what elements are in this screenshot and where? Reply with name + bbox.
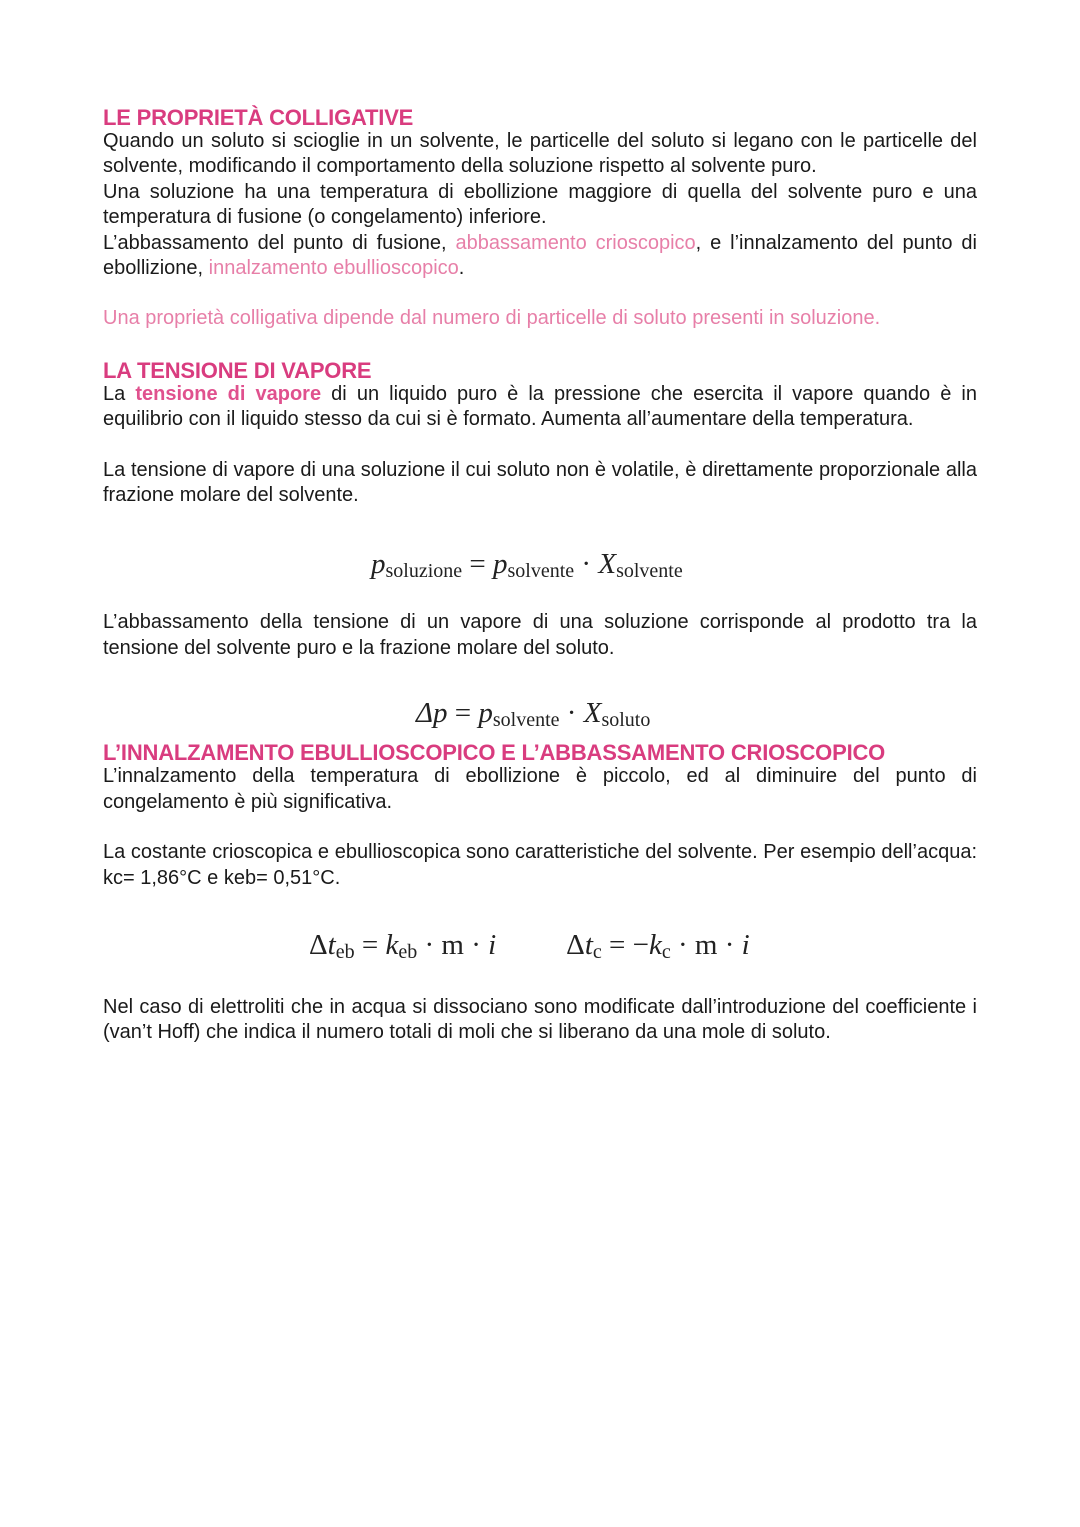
highlight-note: Una proprietà colligativa dipende dal numero di particelle di soluto presenti in soluzione. (103, 307, 881, 330)
paragraph-intro: Quando un soluto si scioglie in un solvente, le particelle del soluto si legano con le particelle del solvente, modificando il comportamento della soluzione rispetto al solvente puro. (103, 130, 977, 178)
term-tensione-di-vapore: tensione di vapore (135, 382, 322, 405)
section-title-colligative: LE PROPRIETÀ COLLIGATIVE (103, 105, 414, 130)
paragraph-constants: La costante crioscopica e ebullioscopica sono caratteristiche del solvente. Per esempio dell’acqua: kc= 1,86°C e keb= 0,51°C. (103, 841, 977, 889)
term-abbassamento-crioscopico: abbassamento crioscopico (455, 231, 696, 254)
formula-delta-t (103, 929, 977, 995)
paragraph-boiling-freezing: Una soluzione ha una temperatura di ebollizione maggiore di quella del solvente puro e una temperatura di fusione (o congelamento) inferiore. (103, 180, 977, 229)
formula-delta-t-c: $\Delta t_c = -k_c \cdot m \cdot i$ (566, 928, 750, 963)
formula-vapor-pressure: $p_{soluzione} = p_{solvente} \cdot X_{solvente}$ (371, 548, 683, 583)
paragraph-vapor-solution: La tensione di vapore di una soluzione il cui soluto non è volatile, è direttamente proporzionale alla frazione molare del solvente. (103, 458, 977, 507)
document-content (103, 104, 977, 1046)
paragraph-van-t-hoff: Nel caso di elettroliti che in acqua si dissociano sono modificate dall’introduzione del coefficiente i (van’t Hoff) che indica il numero totali di moli che si liberano da una mole di soluto. (103, 995, 977, 1044)
paragraph-ebullioscopic: L’innalzamento della temperatura di ebollizione è piccolo, ed al diminuire del punto di congelamento è più significativa. (103, 765, 977, 813)
section-title-ebullioscopic: L’INNALZAMENTO EBULLIOSCOPICO E L’ABBASSAMENTO CRIOSCOPICO (103, 740, 886, 766)
formula-delta-t-eb: $\Delta t_{eb} = k_{eb} \cdot m \cdot i$ (309, 928, 497, 963)
formula-delta-p: $\Delta p = p_{solvente} \cdot X_{soluto}$ (416, 697, 651, 732)
section-title-vapor-tension: LA TENSIONE DI VAPORE (103, 357, 372, 383)
term-innalzamento-ebullioscopico: innalzamento ebullioscopico (208, 257, 459, 280)
paragraph-vapor-lowering: L’abbassamento della tensione di un vapore di una soluzione corrisponde al prodotto tra la tensione del solvente puro e la frazione molare del soluto. (103, 611, 977, 659)
paragraph-vapor-definition: La tensione di vapore di un liquido puro è la pressione che esercita il vapore quando è in equilibrio con il liquido stesso da cui si è formato. Aumenta all’aumentare della temperatura. (103, 382, 977, 431)
paragraph-definitions: L’abbassamento del punto di fusione, abbassamento crioscopico, e l’innalzamento del punto di ebollizione, innalzamento ebullioscopico. (103, 231, 977, 280)
